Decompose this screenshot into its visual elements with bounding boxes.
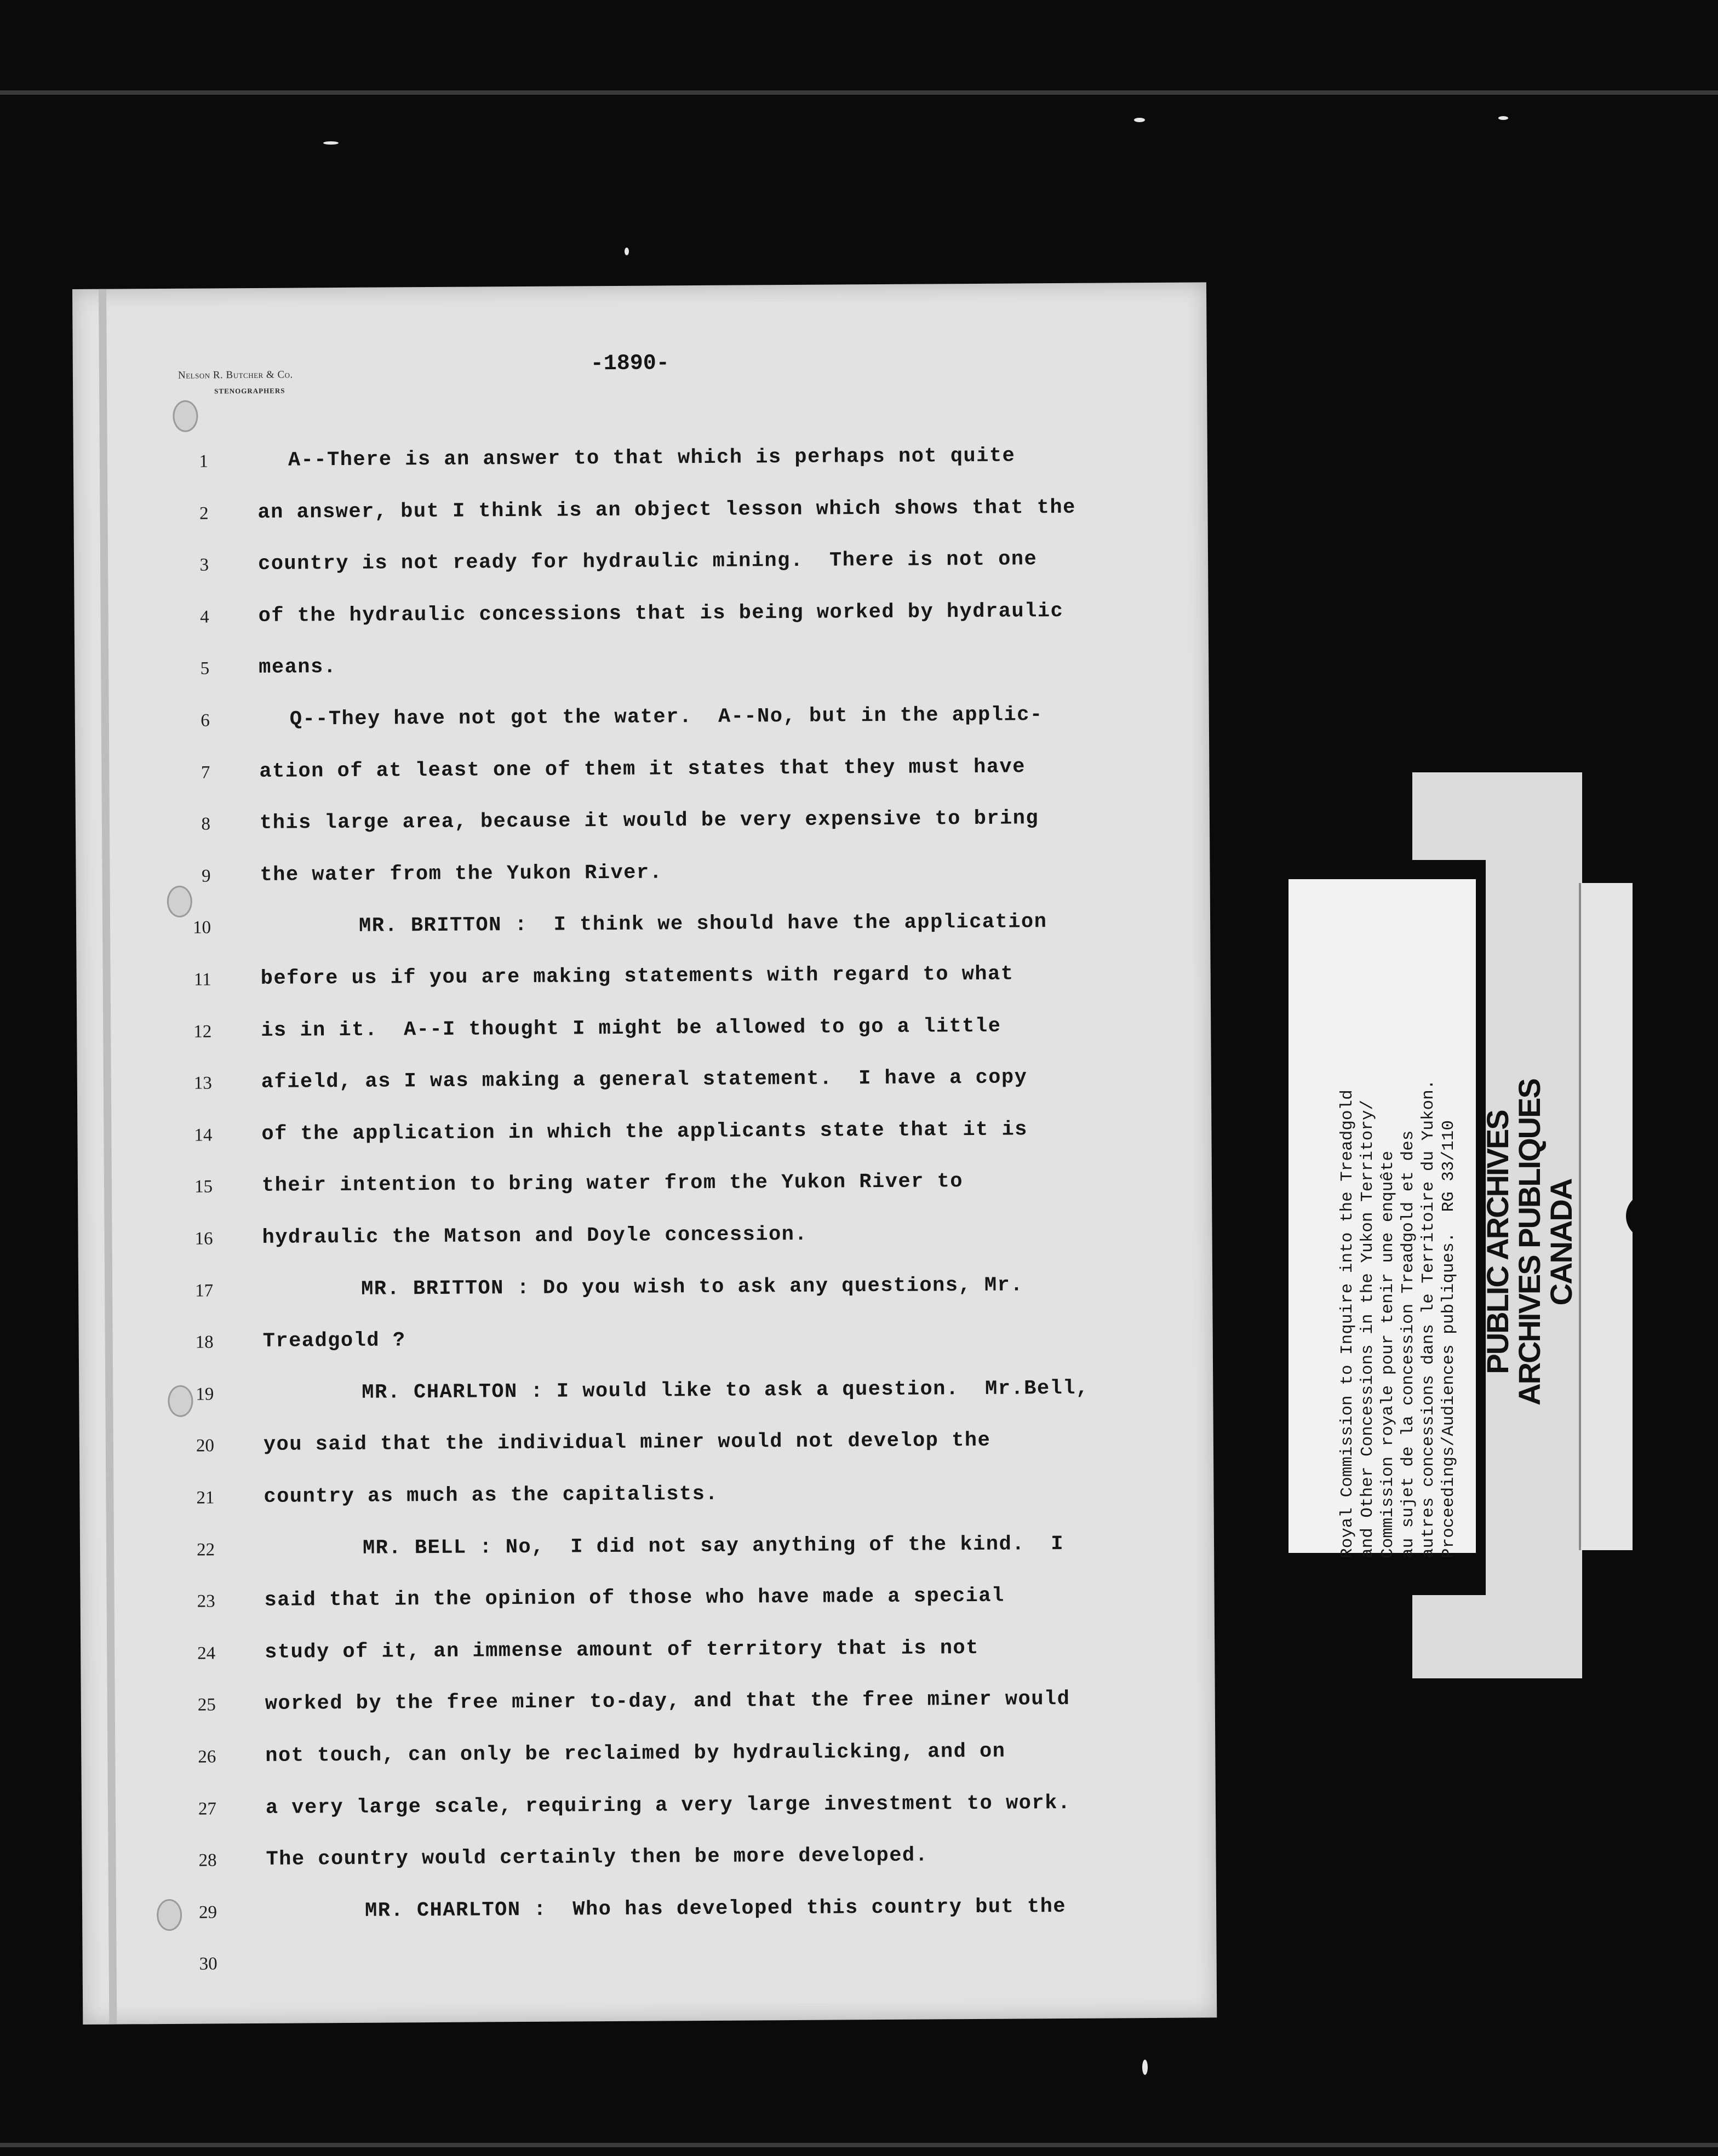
line-text: a very large scale, requiring a very large investment to work.: [265, 1791, 1071, 1820]
transcript-line: [78, 1169, 1212, 1212]
line-number: 30: [199, 1954, 217, 1975]
dust-speck: [1142, 2060, 1148, 2075]
transcript-line: [81, 1583, 1215, 1626]
line-number: 22: [196, 1540, 215, 1560]
archive-caption-line: Commission royale pour tenir une enquête: [1378, 1150, 1398, 1558]
line-number: 11: [193, 970, 211, 990]
archive-caption-line: and Other Concessions in the Yukon Territory/: [1358, 1099, 1377, 1558]
line-text: means.: [259, 656, 337, 680]
transcript-line: [82, 1791, 1216, 1834]
dust-speck: [1134, 118, 1145, 122]
line-number: 17: [195, 1281, 214, 1301]
line-text: afield, as I was making a general statement. I have a copy: [261, 1066, 1028, 1094]
dust-speck: [625, 248, 629, 255]
transcript-line: [78, 1272, 1212, 1316]
line-number: 10: [193, 918, 211, 938]
line-text: The country would certainly then be more developed.: [266, 1844, 929, 1872]
archive-caption-line: autres concessions dans le Territoire du Yukon.: [1419, 1079, 1438, 1558]
line-number: 9: [201, 866, 211, 886]
label-strip: [1579, 883, 1633, 1550]
transcript-line: [77, 1117, 1211, 1160]
transcript-line: [73, 443, 1207, 486]
line-text: this large area, because it would be very expensive to bring: [259, 807, 1039, 835]
archive-stamp-line: PUBLIC ARCHIVES: [1480, 1110, 1515, 1374]
line-number: 21: [196, 1488, 215, 1508]
line-text: said that in the opinion of those who have made a special: [264, 1584, 1005, 1613]
line-text: of the application in which the applicants state that it is: [261, 1118, 1028, 1146]
archive-stamp-line: ARCHIVES PUBLIQUES: [1512, 1079, 1547, 1406]
dust-speck: [1498, 116, 1508, 120]
line-text: MR. CHARLTON : I would like to ask a question. Mr.Bell,: [362, 1377, 1089, 1404]
transcript-line: [73, 495, 1207, 538]
transcript-line: [77, 961, 1211, 1005]
transcript-line: [81, 1687, 1215, 1730]
transcript-line: [83, 1946, 1217, 1989]
transcript-line: [82, 1894, 1216, 1937]
archive-stamp-line: CANADA: [1544, 1179, 1578, 1306]
transcript-line: [76, 806, 1210, 850]
film-edge-top: [0, 90, 1718, 95]
line-number: 14: [194, 1125, 213, 1145]
transcript-line: [75, 599, 1209, 642]
line-number: 7: [201, 762, 210, 783]
line-text: Treadgold ?: [262, 1329, 406, 1354]
line-number: 24: [197, 1643, 216, 1664]
line-number: 29: [198, 1902, 217, 1923]
transcript-page: [72, 282, 1217, 2025]
dust-speck: [323, 141, 339, 145]
line-text: is in it. A--I thought I might be allowed to go a little: [261, 1014, 1001, 1042]
transcript-line: [74, 547, 1208, 590]
transcript-line: [79, 1376, 1213, 1419]
archive-stamp: [1482, 1034, 1577, 1450]
line-number: 26: [198, 1747, 216, 1767]
line-text: of the hydraulic concessions that is being worked by hydraulic: [258, 599, 1064, 628]
transcript-line: [80, 1532, 1214, 1575]
archive-caption: [1337, 912, 1459, 1558]
transcript-line: [77, 1013, 1211, 1057]
line-number: 16: [194, 1229, 213, 1249]
line-text: the water from the Yukon River.: [260, 861, 663, 887]
line-text: worked by the free miner to-day, and that the free miner would: [265, 1688, 1070, 1716]
transcript-line: [79, 1428, 1213, 1471]
archive-caption-line: au sujet de la concession Treadgold et des: [1399, 1130, 1418, 1558]
transcript-line: [76, 910, 1210, 953]
line-text: MR. BRITTON : I think we should have the application: [358, 910, 1047, 938]
line-number: 28: [198, 1850, 217, 1871]
transcript-lines: [72, 282, 1217, 2025]
transcript-line: [76, 858, 1210, 901]
film-edge-bottom: [0, 2143, 1718, 2147]
transcript-line: [79, 1324, 1213, 1368]
line-number: 1: [199, 451, 209, 472]
line-text: an answer, but I think is an object lesson which shows that the: [257, 496, 1076, 524]
line-number: 18: [195, 1332, 214, 1352]
transcript-line: [75, 651, 1209, 694]
transcript-line: [82, 1842, 1216, 1885]
line-number: 8: [201, 814, 211, 834]
page-number: -1890-: [590, 351, 670, 377]
line-text: their intention to bring water from the Yukon River to: [261, 1170, 964, 1198]
transcript-line: [78, 1220, 1212, 1264]
line-number: 5: [200, 658, 210, 679]
line-number: 27: [198, 1799, 217, 1819]
transcript-line: [75, 754, 1209, 798]
line-number: 20: [196, 1436, 215, 1457]
transcript-line: [79, 1480, 1213, 1523]
line-text: you said that the individual miner would not develop the: [263, 1429, 991, 1457]
line-text: before us if you are making statements with regard to what: [260, 962, 1014, 990]
transcript-line: [81, 1739, 1215, 1782]
line-text: study of it, an immense amount of territory that is not: [265, 1636, 980, 1664]
line-number: 23: [197, 1591, 215, 1612]
firm-name: Nelson R. Butcher & Co.: [177, 369, 293, 381]
line-number: 13: [193, 1073, 212, 1093]
line-text: country as much as the capitalists.: [264, 1482, 719, 1509]
line-text: ation of at least one of them it states that they must have: [259, 755, 1026, 783]
line-number: 2: [199, 503, 209, 524]
line-number: 6: [201, 710, 210, 731]
transcript-line: [81, 1635, 1215, 1678]
line-text: MR. BRITTON : Do you wish to ask any questions, Mr.: [361, 1274, 1024, 1301]
transcript-line: [77, 1065, 1211, 1109]
line-text: hydraulic the Matson and Doyle concession.: [262, 1223, 808, 1249]
line-number: 4: [200, 607, 209, 627]
line-text: Q--They have not got the water. A--No, but in the applic-: [289, 703, 1043, 731]
archive-caption-line: Proceedings/Audiences publiques. RG 33/110: [1439, 1120, 1458, 1558]
line-number: 15: [194, 1177, 213, 1197]
line-text: MR. CHARLTON : Who has developed this country but the: [364, 1895, 1067, 1923]
line-text: not touch, can only be reclaimed by hydraulicking, and on: [265, 1740, 1006, 1768]
archive-caption-card: [1288, 879, 1476, 1558]
firm-department: STENOGRAPHERS: [214, 386, 285, 395]
transcript-line: [75, 702, 1209, 746]
line-number: 25: [197, 1695, 216, 1716]
line-number: 19: [196, 1384, 214, 1404]
line-text: MR. BELL : No, I did not say anything of the kind. I: [362, 1532, 1064, 1560]
line-text: country is not ready for hydraulic mining. There is not one: [257, 548, 1038, 576]
archive-caption-line: Royal Commission to Inquire into the Treadgold: [1338, 1090, 1357, 1558]
line-number: 3: [199, 555, 209, 575]
line-text: A--There is an answer to that which is perhaps not quite: [288, 444, 1016, 472]
line-number: 12: [193, 1022, 212, 1042]
